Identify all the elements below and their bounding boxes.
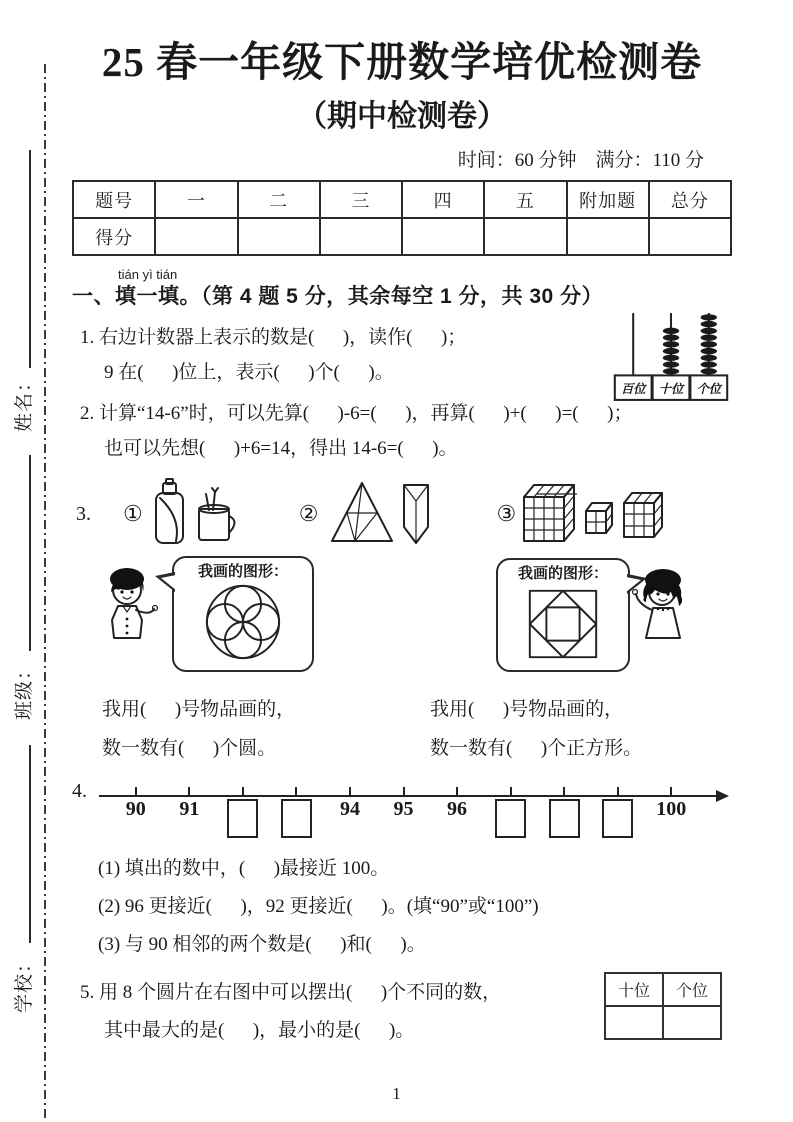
score-cell	[238, 218, 320, 255]
page-subtitle: （期中检测卷）	[297, 100, 507, 133]
question-3-bubbles	[72, 556, 732, 680]
place-value-table	[604, 972, 722, 1040]
q3-left-line-2: 数一数有( )个圆。	[102, 738, 277, 759]
score-cell	[320, 218, 402, 255]
question-1-line-1: 1. 右边计数器上表示的数是( )，读作( )；	[80, 327, 467, 348]
bottle-and-mug-image	[149, 478, 241, 550]
section-1-heading	[72, 268, 732, 312]
tick-98-box	[537, 782, 591, 838]
q4-sub-3: (3) 与 90 相邻的两个数是( )和( )。	[98, 934, 426, 955]
number-line	[99, 782, 732, 846]
ones-header: 个位	[663, 973, 721, 1006]
question-3-number: 3.	[76, 502, 91, 525]
girl-speech-bubble	[496, 558, 630, 672]
bubble-tail	[161, 575, 176, 590]
page-title: 25 春一年级下册数学培优检测卷	[101, 39, 703, 85]
pyramids-image	[324, 479, 434, 549]
class-blank-line	[29, 455, 31, 651]
tick-100: 100	[644, 782, 698, 838]
answer-box	[549, 799, 580, 838]
boy-figure	[94, 564, 160, 670]
score-header-cell: 题号	[73, 181, 155, 218]
question-1	[72, 320, 732, 396]
bubble-label: 我画的图形：	[197, 563, 288, 580]
option-2-number: ②	[298, 501, 319, 526]
option-1-number: ①	[123, 501, 143, 526]
answer-box	[602, 799, 633, 838]
number-line-axis	[99, 795, 716, 797]
answer-box	[495, 799, 526, 838]
tick-93-box	[270, 782, 324, 838]
score-header-cell: 总分	[649, 181, 731, 218]
question-2	[72, 396, 732, 466]
boy-speech-bubble	[172, 556, 314, 672]
school-label: 学校：	[14, 953, 35, 1014]
name-label: 姓名：	[14, 372, 35, 433]
score-cell	[567, 218, 649, 255]
score-table-score-row	[73, 218, 731, 255]
girl-figure	[628, 564, 694, 668]
q3-right-line-2: 数一数有( )个正方形。	[430, 738, 643, 759]
score-header-cell: 三	[320, 181, 402, 218]
q3-left-line-1: 我用( )号物品画的，	[102, 699, 296, 720]
score-header-cell: 附加题	[567, 181, 649, 218]
pinyin-annotation: tián yì tián	[118, 267, 178, 282]
svg-text:百位: 百位	[620, 381, 646, 396]
question-3-right-text	[430, 690, 732, 768]
score-table-header-row	[73, 181, 731, 218]
circles-drawing	[202, 581, 284, 663]
page-number: 1	[392, 1084, 401, 1103]
question-4-number: 4.	[72, 780, 87, 802]
time-score-meta: 时间：60 分钟 满分：110 分	[457, 150, 704, 171]
tick-95: 95	[377, 782, 431, 838]
tens-cell	[605, 1006, 663, 1039]
tick-91: 91	[163, 782, 217, 838]
question-3-left-text	[102, 690, 402, 768]
question-3-text	[72, 690, 732, 768]
svg-text:十位: 十位	[658, 381, 684, 396]
question-1-line-2: 9 在( )位上，表示( )个( )。	[104, 362, 394, 383]
answer-box	[227, 799, 258, 838]
bubble-label: 我画的图形：	[517, 565, 608, 582]
question-5	[72, 974, 732, 1050]
score-header-cell: 一	[155, 181, 237, 218]
option-3-number: ③	[496, 501, 517, 526]
score-cell	[155, 218, 237, 255]
question-4	[72, 780, 732, 964]
score-header-cell: 五	[484, 181, 566, 218]
tick-90: 90	[109, 782, 163, 838]
q4-sub-1: (1) 填出的数中，( )最接近 100。	[98, 858, 390, 879]
q4-sub-2: (2) 96 更接近( )，92 更接近( )。(填“90”或“100”)	[98, 896, 539, 917]
score-cell	[402, 218, 484, 255]
question-2-line-2: 也可以先想( )+6=14，得出 14-6=( )。	[104, 438, 458, 459]
score-header-cell: 四	[402, 181, 484, 218]
tens-header: 十位	[605, 973, 663, 1006]
fold-line	[44, 64, 46, 1118]
answer-box	[281, 799, 312, 838]
question-3-options	[72, 476, 732, 552]
counter-image	[612, 310, 730, 404]
question-5-line-2: 其中最大的是( )，最小的是( )。	[104, 1020, 415, 1041]
score-cell	[484, 218, 566, 255]
squares-drawing	[522, 583, 604, 665]
svg-text:个位: 个位	[696, 381, 722, 396]
ones-cell	[663, 1006, 721, 1039]
question-2-line-1: 2. 计算“14-6”时，可以先算( )-6=( )，再算( )+( )=( )；	[80, 403, 633, 424]
question-3	[72, 476, 732, 768]
section-1-title: 一、填一填。（第 4 题 5 分，其余每空 1 分，共 30 分）	[72, 285, 604, 308]
score-header-cell: 二	[238, 181, 320, 218]
tick-96: 96	[430, 782, 484, 838]
question-5-line-1: 5. 用 8 个圆片在右图中可以摆出( )个不同的数，	[80, 982, 502, 1003]
tick-92-box	[216, 782, 270, 838]
score-row-label: 得分	[73, 218, 155, 255]
tick-97-box	[484, 782, 538, 838]
class-label: 班级：	[14, 660, 35, 721]
score-cell	[649, 218, 731, 255]
tick-99-box	[591, 782, 645, 838]
question-4-subquestions	[72, 850, 732, 964]
school-blank-line	[29, 745, 31, 943]
name-blank-line	[29, 150, 31, 368]
score-table	[72, 180, 732, 256]
paper-content	[72, 36, 732, 1050]
cubes-image	[522, 481, 674, 547]
q3-right-line-1: 我用( )号物品画的，	[430, 699, 624, 720]
tick-94: 94	[323, 782, 377, 838]
